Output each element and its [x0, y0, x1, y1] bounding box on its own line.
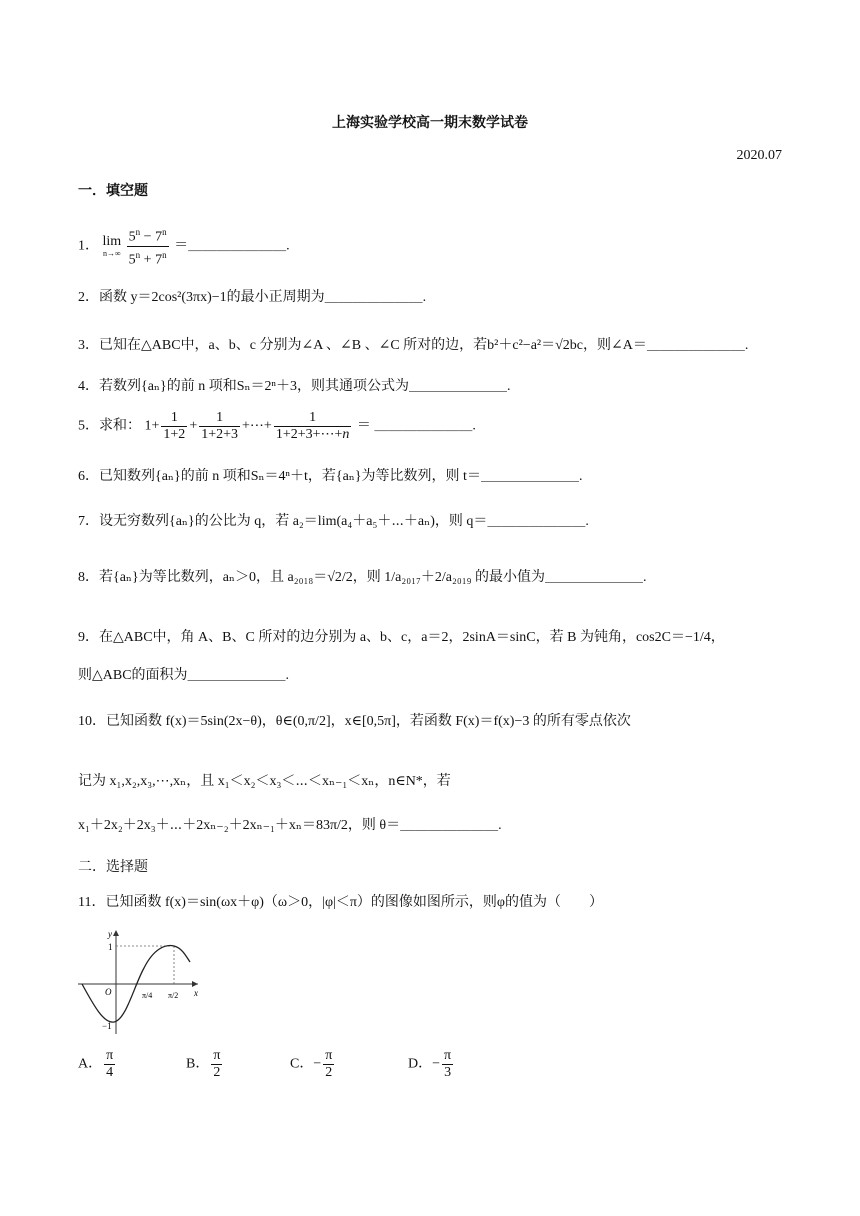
y-bottom-label: −1	[102, 1021, 112, 1031]
section-fill-in: 一．填空题	[78, 183, 148, 199]
question-4: 4．若数列{aₙ}的前 n 项和Sₙ＝2ⁿ＋3，则其通项公式为＿＿＿＿＿＿＿.	[78, 379, 511, 394]
fraction: $\frac{5^n - 7^n}{5^n + 7^n}$	[127, 224, 169, 268]
exam-date: 2020.07	[736, 148, 782, 163]
question-5: 5．求和： 1+ $\frac{1}{1+2}$ + $\frac{1}{1+2+3}$ +⋯+ $\frac{1}{1+2+3+\cdots+n}$ ＝ ＿＿＿＿＿＿＿.	[78, 410, 476, 442]
y-label: y	[108, 929, 112, 939]
section-choice: 二．选择题	[78, 859, 148, 875]
question-9-line-2: 则△ABC的面积为＿＿＿＿＿＿＿.	[78, 668, 290, 683]
question-10-line-3: x₁＋2x₂＋2x₃＋⋯＋2xₙ₋₂＋2xₙ₋₁＋xₙ＝83π/2，则 θ＝＿＿＿＿＿＿＿.	[78, 818, 502, 833]
option-a[interactable]: A． $\frac{\pi}{4}$	[78, 1048, 114, 1080]
x-tick-2: π/2	[168, 991, 179, 1000]
y-axis-arrow	[113, 930, 119, 936]
x-label: x	[194, 988, 198, 998]
sine-graph	[72, 926, 212, 1038]
option-d[interactable]: D．− $\frac{\pi}{3}$	[408, 1048, 452, 1080]
y-top-label: 1	[108, 942, 113, 952]
page-title: 上海实验学校高一期末数学试卷	[332, 115, 528, 131]
question-8: 8．若{aₙ}为等比数列，aₙ＞0，且 a₂₀₁₈＝√2/2，则 1/a₂₀₁₇＋2/a₂₀₁₉ 的最小值为＿＿＿＿＿＿＿.	[78, 570, 647, 585]
option-c[interactable]: C．− $\frac{\pi}{2}$	[290, 1048, 333, 1080]
question-11: 11．已知函数 f(x)＝sin(ωx＋φ)（ω＞0，|φ|＜π）的图像如图所示，则φ的值为（ ）	[78, 895, 603, 910]
question-7: 7．设无穷数列{aₙ}的公比为 q，若 a₂＝lim(a₄＋a₅＋⋯＋aₙ)，则 q＝＿＿＿＿＿＿＿.	[78, 514, 589, 529]
origin-label: O	[105, 987, 112, 997]
question-6: 6．已知数列{aₙ}的前 n 项和Sₙ＝4ⁿ＋t，若{aₙ}为等比数列，则 t＝＿＿＿＿＿＿＿.	[78, 469, 583, 484]
question-9-line-1: 9．在△ABC中，角 A、B、C 所对的边分别为 a、b、c，a＝2，2sinA＝sinC，若 B 为钝角，cos2C＝−1/4，	[78, 630, 725, 645]
question-10-line-2: 记为 x₁,x₂,x₃,⋯,xₙ，且 x₁＜x₂＜x₃＜⋯＜xₙ₋₁＜xₙ，n∈N*，若	[78, 774, 451, 789]
x-tick-1: π/4	[142, 991, 153, 1000]
question-10-line-1: 10．已知函数 f(x)＝5sin(2x−θ)，θ∈(0,π/2]，x∈[0,5π]，若函数 F(x)＝f(x)−3 的所有零点依次	[78, 714, 631, 729]
question-1: 1． lim n→∞ $\frac{5^n - 7^n}{5^n + 7^n}$ ＝＿＿＿＿＿＿＿.	[78, 224, 290, 268]
x-axis-arrow	[192, 981, 198, 987]
question-3: 3．已知在△ABC中，a、b、c 分别为∠A 、∠B 、∠C 所对的边，若b²＋c²−a²＝√2bc，则∠A＝＿＿＿＿＿＿＿.	[78, 338, 749, 353]
question-2: 2．函数 y＝2cos²(3πx)−1的最小正周期为＿＿＿＿＿＿＿.	[78, 290, 427, 305]
limit-symbol: lim n→∞	[102, 233, 122, 258]
option-b[interactable]: B． $\frac{\pi}{2}$	[186, 1048, 221, 1080]
